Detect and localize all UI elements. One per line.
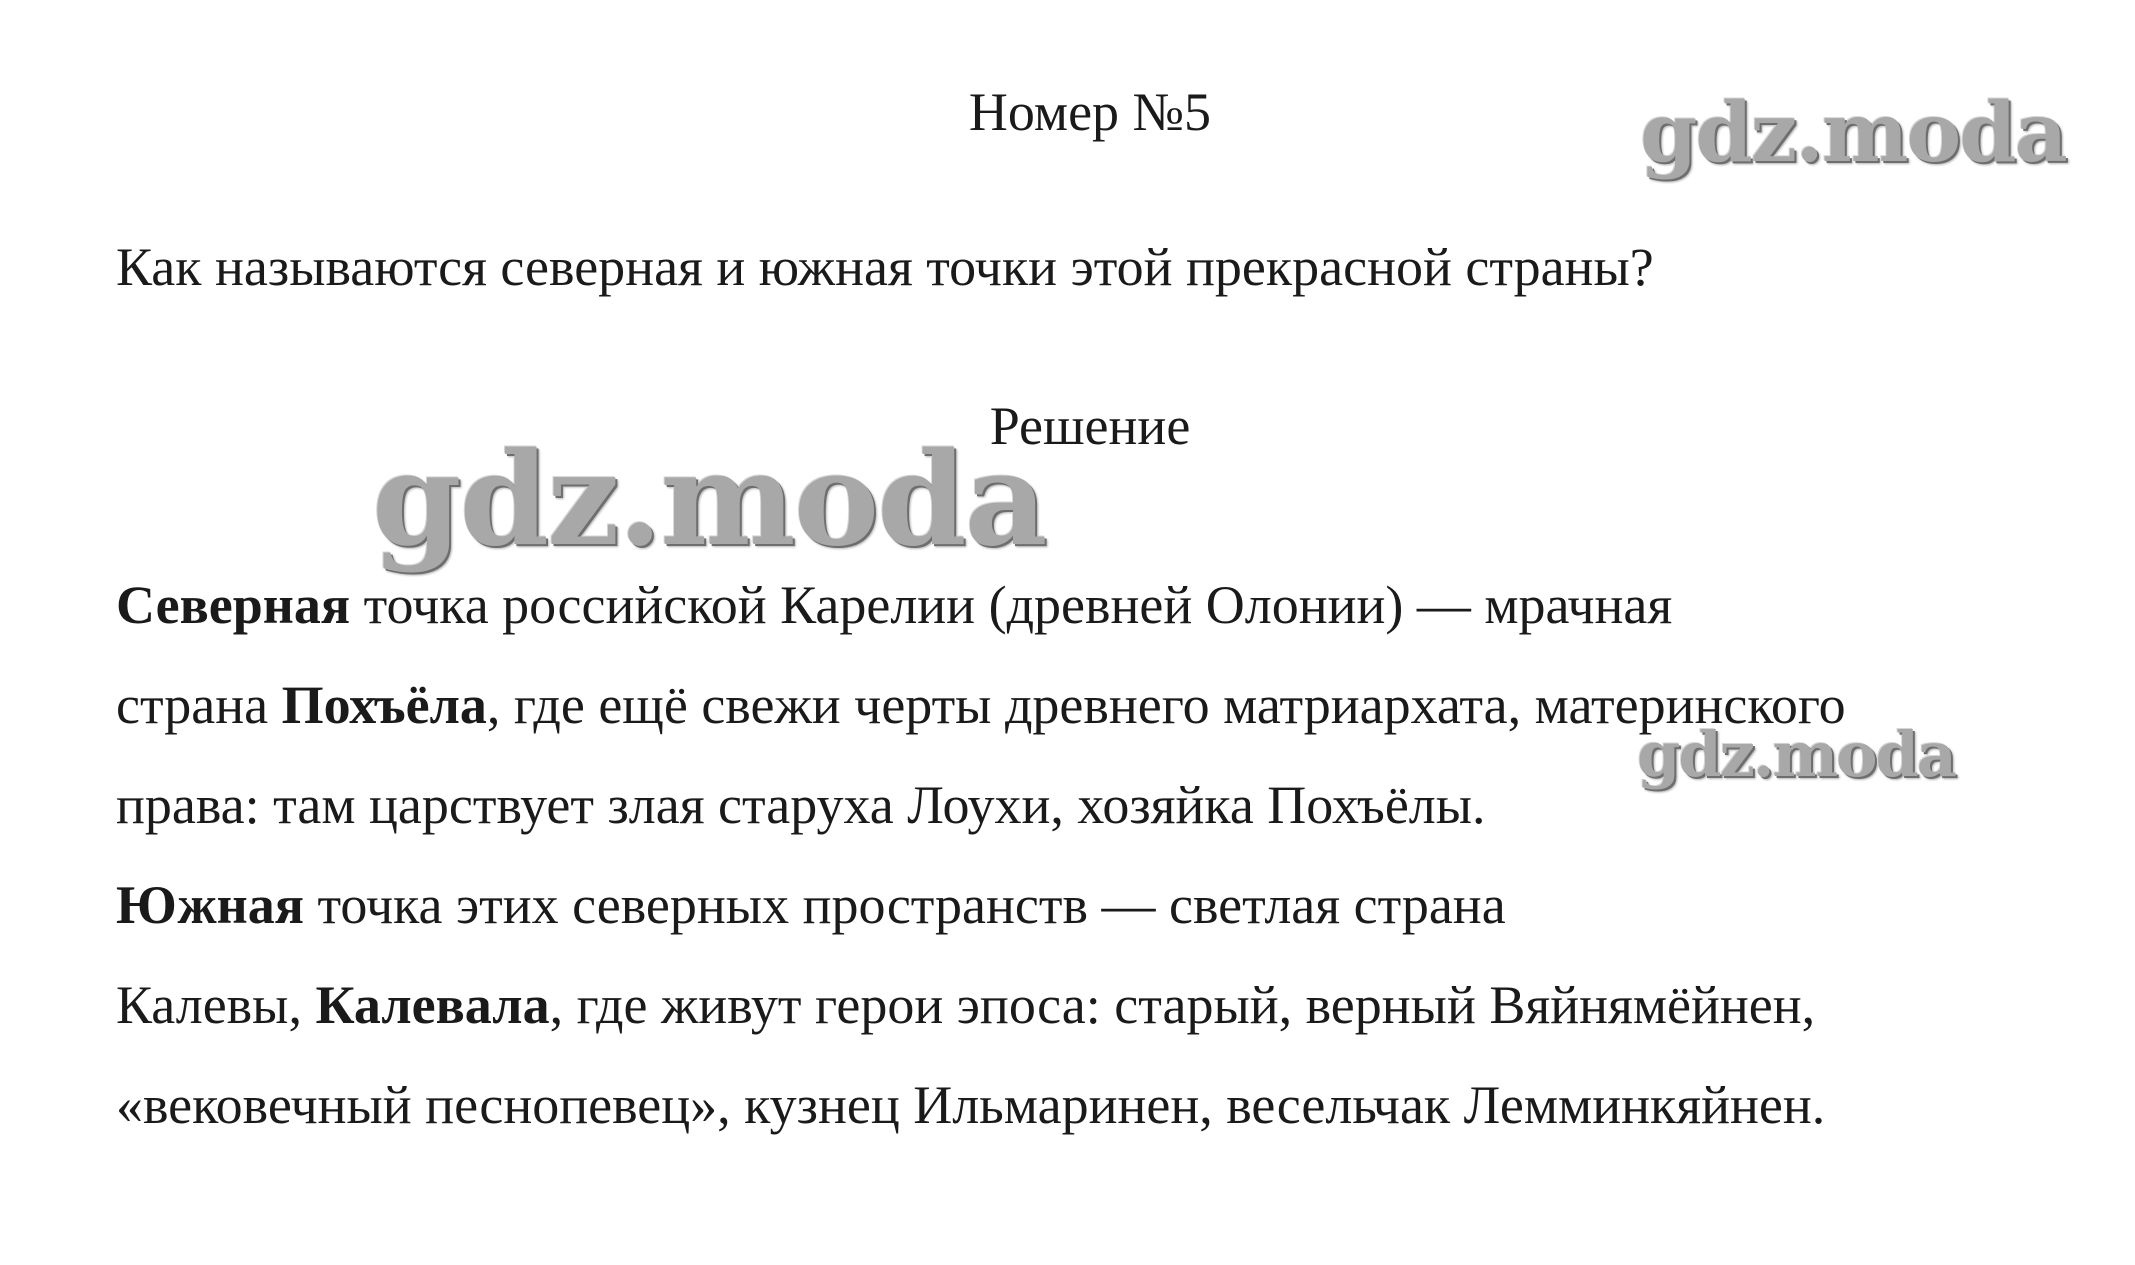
line-6-text: «вековечный песнопевец», кузнец Ильмаринен, весельчак Лемминкяйнен.: [116, 1075, 1826, 1135]
watermark-logo-small: gdz.moda: [1637, 718, 1955, 791]
solution-line-6: [116, 1055, 2106, 1155]
line-2-text: , где ещё свежи черты древнего матриархата, материнского: [486, 675, 1846, 735]
solution-heading: Решение: [989, 396, 1191, 456]
solution-line-1: [116, 555, 2106, 655]
term-southern: Южная: [116, 875, 304, 935]
term-northern: Северная: [116, 575, 351, 635]
solution-line-4: [116, 855, 2106, 955]
line-2-pre: страна: [116, 675, 282, 735]
term-kalevala: Калевала: [315, 975, 550, 1035]
solution-line-5: [116, 955, 2106, 1055]
line-3-text: права: там царствует злая старуха Лоухи, хозяйка Похъёлы.: [116, 775, 1486, 835]
solution-text: [116, 555, 2106, 1155]
watermark-logo-top: gdz.moda: [1640, 85, 2066, 181]
line-5-text: , где живут герои эпоса: старый, верный Вяйнямёйнен,: [549, 975, 1816, 1035]
line-5-pre: Калевы,: [116, 975, 316, 1035]
question-text: Как называются северная и южная точки этой прекрасной страны?: [116, 237, 1654, 297]
term-pohjola: Похъёла: [281, 675, 487, 735]
page-title: Номер №5: [968, 82, 1212, 142]
watermark-logo-middle: gdz.moda: [372, 425, 1046, 575]
line-1-text: точка российской Карелии (древней Олонии) — мрачная: [350, 575, 1673, 635]
line-4-text: точка этих северных пространств — светлая страна: [303, 875, 1506, 935]
